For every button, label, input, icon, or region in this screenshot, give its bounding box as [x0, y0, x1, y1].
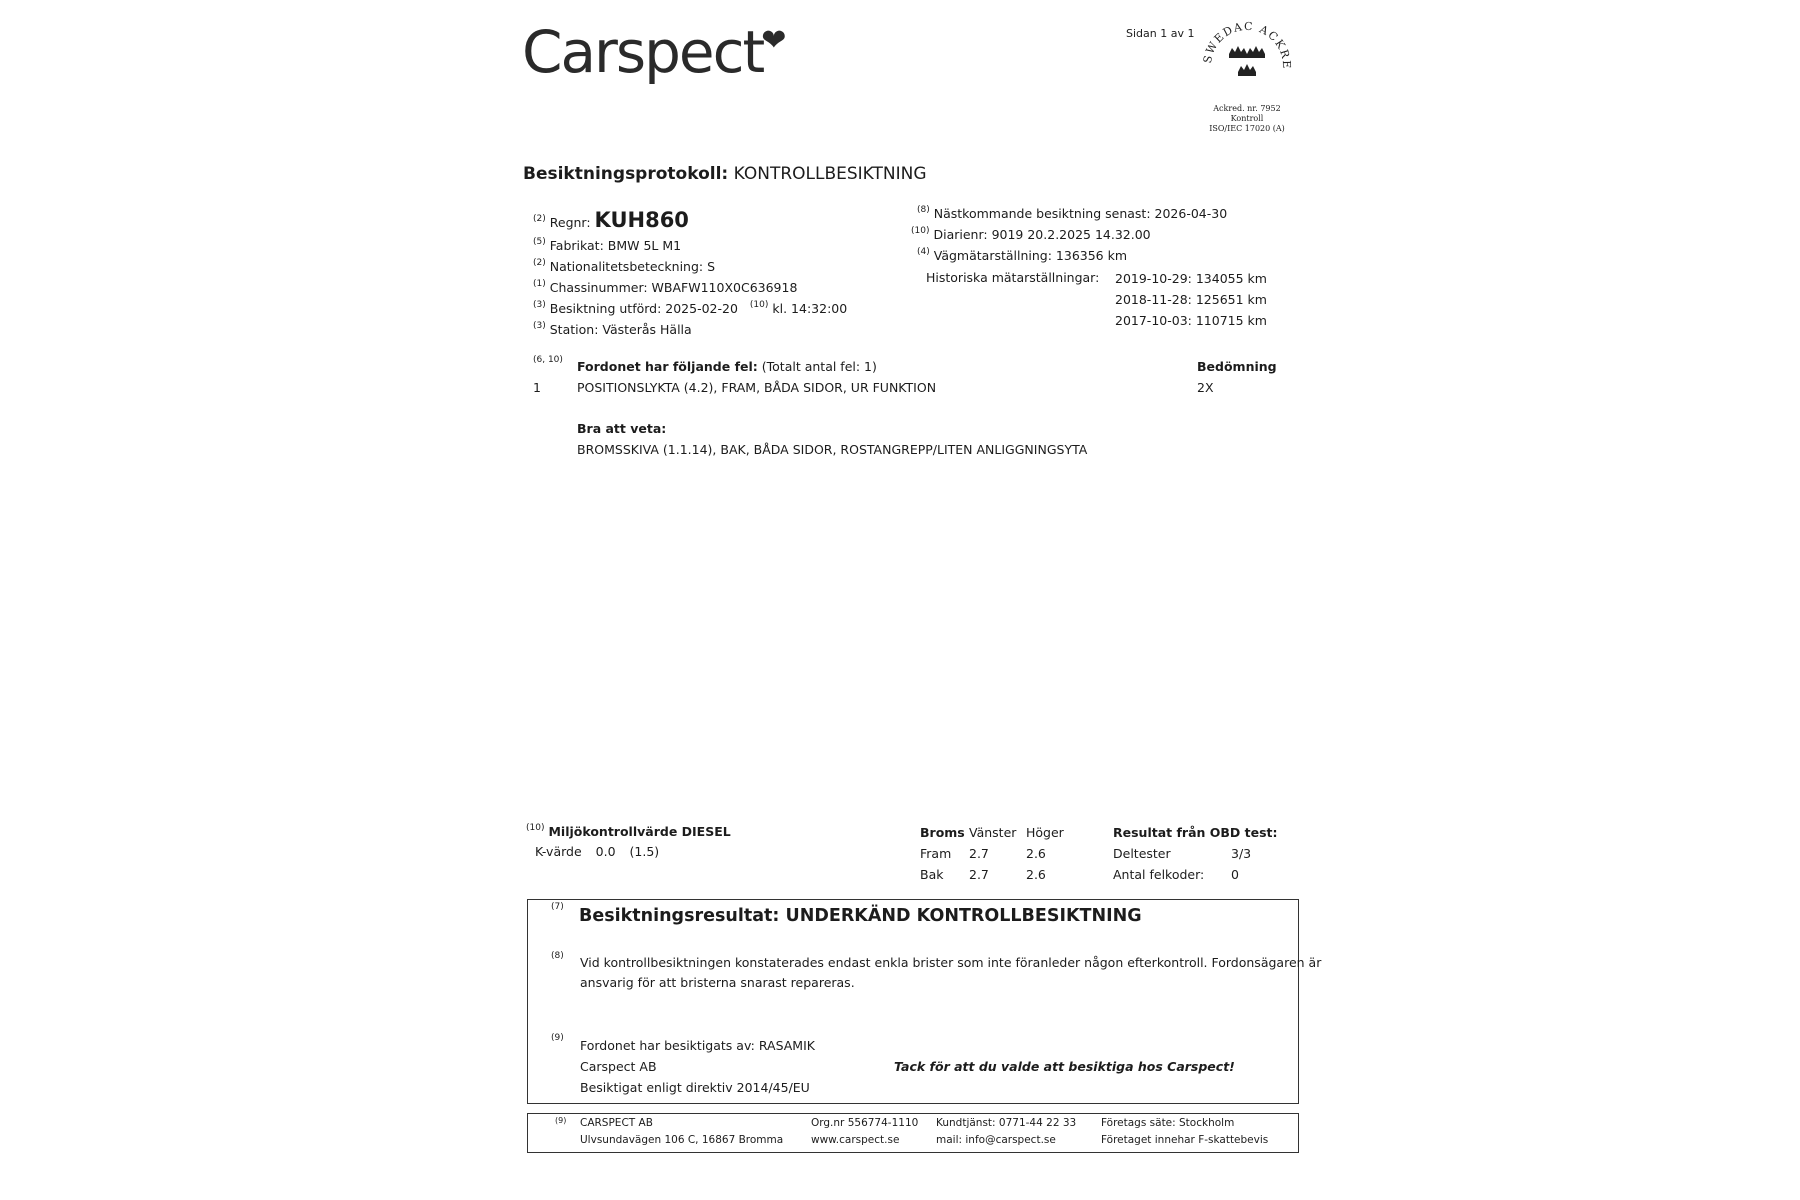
k-value-line: [535, 844, 659, 859]
footer-web: www.carspect.se: [811, 1134, 900, 1146]
obd-row-value: 3/3: [1231, 846, 1252, 861]
heart-icon: ❤: [761, 23, 785, 58]
brake-row-left: 2.7: [969, 846, 989, 861]
swedac-seal-icon: [1199, 20, 1295, 102]
stamp-line-2: Kontroll: [1230, 114, 1264, 123]
k-label: K-värde: [535, 844, 582, 859]
ref-marker: (4): [917, 247, 930, 257]
obd-row-label: Deltester: [1113, 846, 1171, 861]
result-text-line-2: ansvarig för att bristerna snarast repareras.: [580, 975, 855, 990]
regnr-value: KUH860: [594, 208, 689, 232]
ref-marker: (8): [551, 951, 564, 961]
company-text: Carspect AB: [580, 1059, 657, 1074]
footer-mail: mail: info@carspect.se: [936, 1134, 1056, 1146]
ref-marker: (7): [551, 902, 564, 912]
k-value: 0.0: [595, 844, 616, 859]
ref-marker: (1): [533, 279, 546, 289]
ref-marker: (10): [911, 226, 930, 236]
history-entry: 2018-11-28: 125651 km: [1115, 292, 1267, 307]
ref-marker: (10): [526, 823, 545, 833]
brake-row-label: Fram: [920, 846, 952, 861]
faults-heading-rest: (Totalt antal fel: 1): [761, 359, 877, 374]
carspect-logo: [522, 18, 786, 86]
fault-number: 1: [533, 380, 541, 395]
ref-marker: (5): [533, 237, 546, 247]
footer-company: CARSPECT AB: [580, 1117, 653, 1129]
footer-tax: Företaget innehar F-skattebevis: [1101, 1134, 1269, 1146]
assessment-header: Bedömning: [1197, 359, 1277, 374]
fabrikat-line: [533, 238, 681, 253]
brake-row-right: 2.6: [1026, 846, 1046, 861]
fault-grade: 2X: [1197, 380, 1214, 395]
k-limit: (1.5): [629, 844, 660, 859]
faults-heading-bold: Fordonet har följande fel:: [577, 359, 758, 374]
next-inspection-text: Nästkommande besiktning senast: 2026-04-30: [933, 206, 1228, 221]
brake-row-right: 2.6: [1026, 867, 1046, 882]
brake-row-left: 2.7: [969, 867, 989, 882]
regnr-line: [533, 208, 689, 232]
ref-marker: (3): [533, 321, 546, 331]
footer-seat: Företags säte: Stockholm: [1101, 1117, 1235, 1129]
diary-number-line: [911, 227, 1151, 242]
brake-left-header: Vänster: [969, 825, 1017, 840]
page-title: [523, 164, 927, 184]
faults-ref: (6, 10): [533, 355, 563, 365]
result-box: [527, 899, 1322, 1104]
stamp-line-1: Ackred. nr. 7952: [1213, 104, 1281, 113]
inspection-time-text: kl. 14:32:00: [772, 301, 848, 316]
result-text-line-1: Vid kontrollbesiktningen konstaterades endast enkla brister som inte föranleder någon efterkontroll. Fordonsägaren är: [580, 955, 1322, 970]
stamp-line-3: ISO/IEC 17020 (A): [1209, 124, 1285, 133]
page-number: Sidan 1 av 1: [1126, 27, 1195, 40]
footer-orgnr: Org.nr 556774-1110: [811, 1117, 919, 1129]
odometer-line: [917, 248, 1127, 263]
inspection-date-line: [533, 301, 847, 316]
thanks-text: Tack för att du valde att besiktiga hos Carspect!: [894, 1059, 1235, 1074]
ref-marker: (2): [533, 258, 546, 268]
faults-heading: [577, 359, 877, 374]
next-inspection-line: [917, 206, 1227, 221]
fault-text: POSITIONSLYKTA (4.2), FRAM, BÅDA SIDOR, UR FUNKTION: [577, 380, 937, 395]
footer-address: Ulvsundavägen 106 C, 16867 Bromma: [580, 1134, 784, 1146]
inspector-text: Fordonet har besiktigats av: RASAMIK: [580, 1038, 815, 1053]
nationality-text: Nationalitetsbeteckning: S: [549, 259, 716, 274]
footer-box: [527, 1113, 1299, 1153]
brake-row-label: Bak: [920, 867, 944, 882]
odometer-text: Vägmätarställning: 136356 km: [933, 248, 1128, 263]
env-title: Miljökontrollvärde DIESEL: [548, 824, 731, 839]
good-to-know-text: BROMSSKIVA (1.1.14), BAK, BÅDA SIDOR, ROSTANGREPP/LITEN ANLIGGNINGSYTA: [577, 442, 1088, 457]
obd-row-label: Antal felkoder:: [1113, 867, 1205, 882]
footer-service: Kundtjänst: 0771-44 22 33: [936, 1117, 1077, 1129]
obd-header: Resultat från OBD test:: [1113, 825, 1278, 840]
nationality-line: [533, 259, 715, 274]
ref-marker: (3): [533, 300, 546, 310]
ref-marker: (2): [533, 214, 546, 224]
diary-number-text: Diarienr: 9019 20.2.2025 14.32.00: [933, 227, 1151, 242]
regnr-label: Regnr:: [549, 215, 591, 230]
result-title: Besiktningsresultat: UNDERKÄND KONTROLLBESIKTNING: [579, 906, 1142, 926]
station-line: [533, 322, 692, 337]
history-label: Historiska mätarställningar:: [926, 270, 1100, 285]
inspection-date-text: Besiktning utförd: 2025-02-20: [549, 301, 738, 316]
title-bold: Besiktningsprotokoll:: [523, 164, 729, 184]
station-text: Station: Västerås Hälla: [549, 322, 692, 337]
obd-row-value: 0: [1231, 867, 1239, 882]
fabrikat-text: Fabrikat: BMW 5L M1: [549, 238, 682, 253]
logo-text: Carspect: [522, 18, 764, 86]
history-entry: 2017-10-03: 110715 km: [1115, 313, 1267, 328]
brake-right-header: Höger: [1026, 825, 1064, 840]
ref-marker: (10): [749, 300, 769, 310]
good-to-know-label: Bra att veta:: [577, 421, 667, 436]
ref-marker: (9): [551, 1033, 564, 1043]
env-heading: [526, 824, 731, 839]
chassis-line: [533, 280, 797, 295]
brake-header: Broms: [920, 825, 965, 840]
history-entry: 2019-10-29: 134055 km: [1115, 271, 1267, 286]
ref-marker: (8): [917, 205, 930, 215]
directive-text: Besiktigat enligt direktiv 2014/45/EU: [580, 1080, 810, 1095]
svg-text:SWEDAC ACKREDITERING: SWEDAC ACKRE: [1200, 20, 1294, 70]
title-rest: KONTROLLBESIKTNING: [733, 164, 927, 184]
swedac-stamp: [1199, 20, 1295, 134]
ref-marker: (9): [555, 1116, 567, 1125]
chassis-text: Chassinummer: WBAFW110X0C636918: [549, 280, 798, 295]
